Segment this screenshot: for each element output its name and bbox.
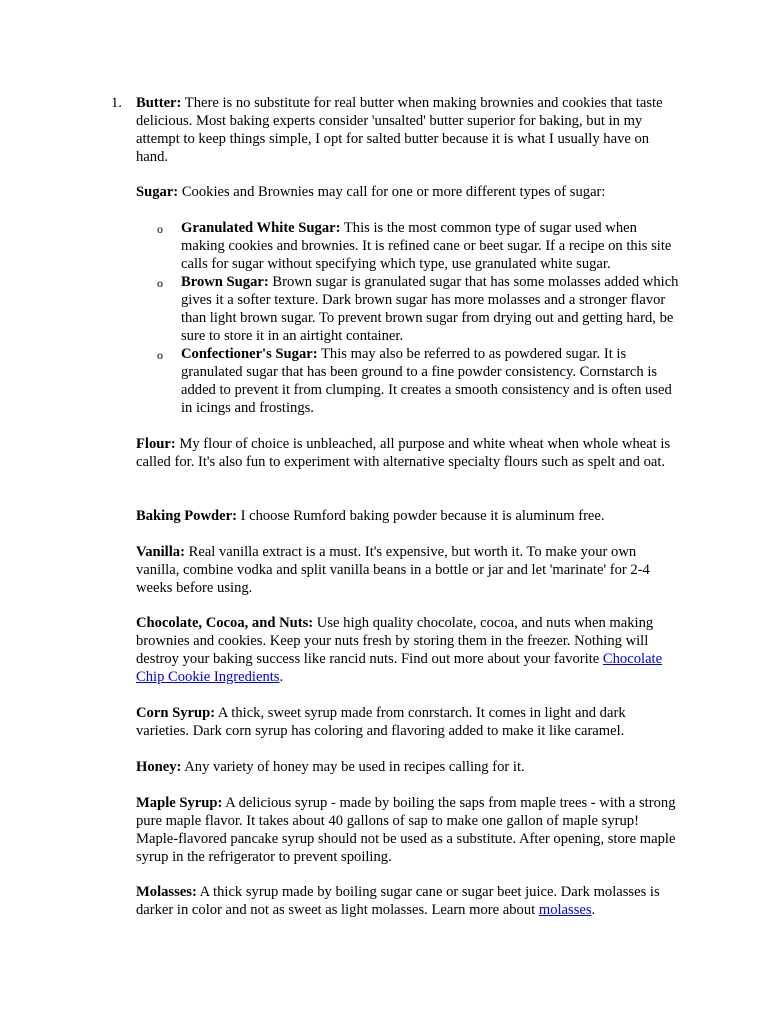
- honey-text: Any variety of honey may be used in recipes calling for it.: [181, 759, 525, 775]
- molasses-text: A thick syrup made by boiling sugar cane or sugar beet juice. Dark molasses is darker in color and not as sweet as light molasses. Learn more about: [136, 884, 660, 918]
- granulated-sugar-item: [181, 219, 681, 273]
- butter-text: There is no substitute for real butter when making brownies and cookies that taste delicious. Most baking experts consider 'unsalted' butter superior for baking, but in my attempt to keep things simple, I opt for salted butter because it is what I usually have on hand.: [136, 95, 663, 165]
- flour-paragraph: [136, 435, 682, 471]
- confectioners-sugar-text: This may also be referred to as powdered sugar. It is granulated sugar that has been ground to a fine powder consistency. Cornstarch is added to prevent it from clumping. It creates a smooth consistency and is often used in icings and frostings.: [181, 346, 672, 416]
- flour-text: My flour of choice is unbleached, all purpose and white wheat when whole wheat is called for. It's also fun to experiment with alternative specialty flours such as spelt and oat.: [136, 436, 671, 470]
- bullet-icon: o: [157, 276, 163, 290]
- baking-powder-text: I choose Rumford baking powder because it is aluminum free.: [236, 508, 605, 524]
- sugar-term: Sugar:: [136, 184, 179, 200]
- chocolate-term: Chocolate, Cocoa, and Nuts:: [136, 615, 314, 631]
- chocolate-after: .: [279, 669, 284, 685]
- molasses-link[interactable]: molasses: [538, 902, 592, 918]
- granulated-sugar-term: Granulated White Sugar:: [181, 220, 341, 236]
- baking-powder-paragraph: [136, 507, 682, 525]
- honey-paragraph: [136, 758, 682, 776]
- brown-sugar-term: Brown Sugar:: [181, 274, 269, 290]
- butter-term: Butter:: [136, 95, 182, 111]
- molasses-term: Molasses:: [136, 884, 197, 900]
- molasses-paragraph: [136, 883, 682, 919]
- vanilla-term: Vanilla:: [136, 544, 185, 560]
- molasses-after: .: [591, 902, 596, 918]
- brown-sugar-item: [181, 273, 681, 345]
- brown-sugar-text: Brown sugar is granulated sugar that has some molasses added which gives it a softer texture. Dark brown sugar has more molasses and a stronger flavor than light brown sugar. To prevent brown sugar from drying out and getting hard, be sure to store it in an airtight container.: [181, 274, 679, 344]
- list-number: 1.: [111, 95, 122, 111]
- vanilla-paragraph: [136, 543, 682, 597]
- maple-syrup-text: A delicious syrup - made by boiling the saps from maple trees - with a strong pure maple flavor. It takes about 40 gallons of sap to make one gallon of maple syrup! Maple-flavored pancake syrup should not be used as a substitute. After opening, store maple syrup in the refrigerator to prevent spoiling.: [136, 795, 676, 865]
- honey-term: Honey:: [136, 759, 182, 775]
- confectioners-sugar-item: [181, 345, 681, 417]
- chocolate-paragraph: [136, 614, 682, 686]
- corn-syrup-term: Corn Syrup:: [136, 705, 216, 721]
- butter-paragraph: [136, 94, 682, 166]
- confectioners-sugar-term: Confectioner's Sugar:: [181, 346, 318, 362]
- maple-syrup-paragraph: [136, 794, 682, 866]
- granulated-sugar-text: This is the most common type of sugar used when making cookies and brownies. It is refined cane or beet sugar. If a recipe on this site calls for sugar without specifying which type, use granulated white sugar.: [181, 220, 672, 272]
- bullet-icon: o: [157, 222, 163, 236]
- bullet-icon: o: [157, 348, 163, 362]
- vanilla-text: Real vanilla extract is a must. It's expensive, but worth it. To make your own vanilla, combine vodka and split vanilla beans in a bottle or jar and let 'marinate' for 2-4 weeks before using.: [136, 544, 650, 596]
- chocolate-chip-ingredients-link[interactable]: Chocolate Chip Cookie Ingredients: [136, 651, 663, 685]
- corn-syrup-paragraph: [136, 704, 682, 740]
- flour-term: Flour:: [136, 436, 176, 452]
- baking-powder-term: Baking Powder:: [136, 508, 237, 524]
- sugar-paragraph: [136, 183, 682, 201]
- corn-syrup-text: A thick, sweet syrup made from conrstarch. It comes in light and dark varieties. Dark corn syrup has coloring and flavoring added to make it like caramel.: [136, 705, 626, 739]
- maple-syrup-term: Maple Syrup:: [136, 795, 223, 811]
- sugar-text: Cookies and Brownies may call for one or more different types of sugar:: [178, 184, 606, 200]
- chocolate-text: Use high quality chocolate, cocoa, and nuts when making brownies and cookies. Keep your nuts fresh by storing them in the freezer. Nothing will destroy your baking success like rancid nuts. Find out more about your favorite: [136, 615, 654, 667]
